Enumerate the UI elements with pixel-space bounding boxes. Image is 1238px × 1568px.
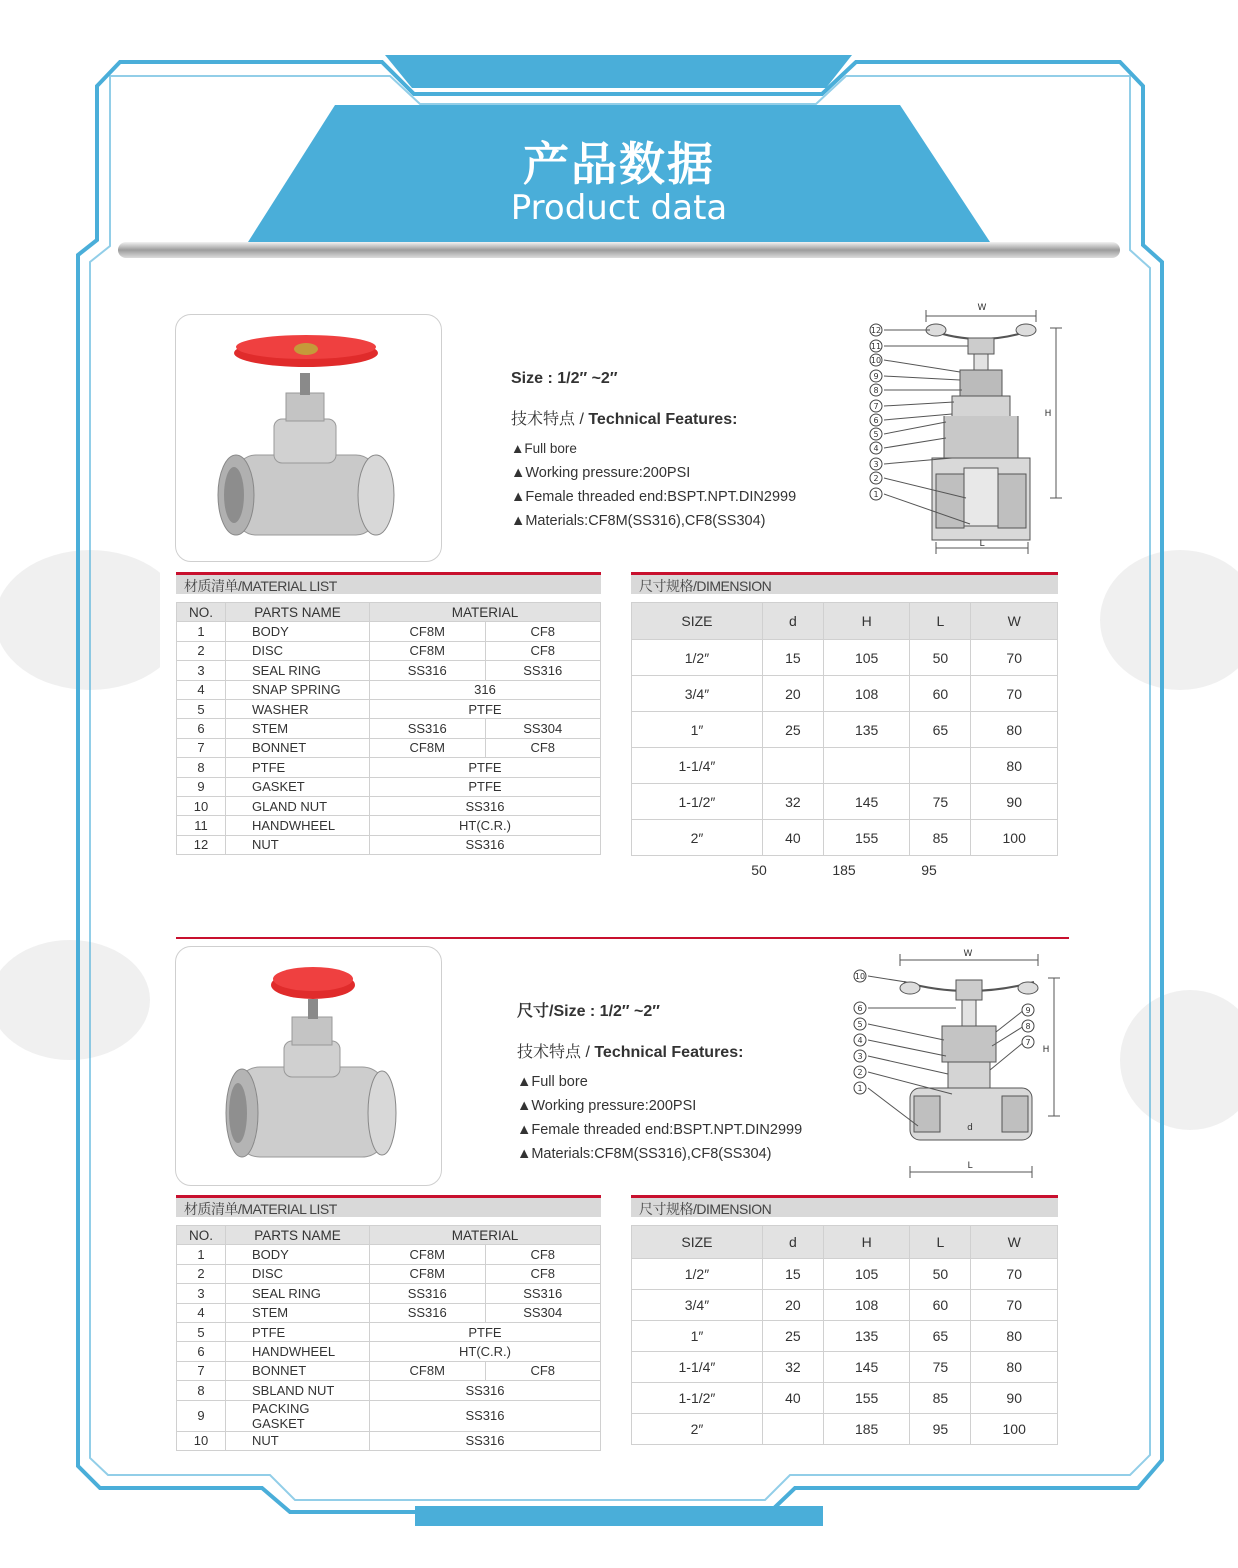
cell: 1-1/2″ [632, 1383, 763, 1414]
cell: BODY [226, 622, 370, 641]
column-header: PARTS NAME [226, 603, 370, 622]
dimension-extra-l: 95 [921, 862, 937, 878]
cell: SS316 [370, 1400, 601, 1431]
table-row [177, 699, 601, 718]
table-row [632, 640, 1058, 676]
table-row [177, 1322, 601, 1341]
dim-label-d: d [967, 1123, 973, 1133]
cell: 50 [910, 1259, 971, 1290]
cell: CF8M [370, 1264, 486, 1283]
cell: GLAND NUT [226, 796, 370, 815]
feature-item: ▲Female threaded end:BSPT.NPT.DIN2999 [511, 489, 797, 505]
column-header: W [971, 1226, 1058, 1259]
cell: 9 [177, 777, 226, 796]
cell: CF8M [370, 641, 486, 660]
gate-valve-image [176, 315, 441, 561]
dimension-table [631, 1225, 1058, 1445]
cell: 10 [177, 796, 226, 815]
cell: 20 [762, 1290, 823, 1321]
part-callout: 5 [857, 1020, 863, 1029]
cell: 155 [823, 820, 910, 856]
features-title-cn: 技术特点 / [517, 1044, 595, 1061]
cell: SBLAND NUT [226, 1381, 370, 1400]
cell: 316 [370, 680, 601, 699]
cell: 4 [177, 1303, 226, 1322]
part-callout: 5 [873, 430, 879, 439]
cell: WASHER [226, 699, 370, 718]
table-row [177, 1303, 601, 1322]
section-divider [176, 937, 1069, 939]
cell: 3/4″ [632, 1290, 763, 1321]
table-header-row [632, 1226, 1058, 1259]
cell: 9 [177, 1400, 226, 1431]
table-row [177, 1342, 601, 1361]
table-row [632, 1352, 1058, 1383]
cell: 32 [762, 1352, 823, 1383]
cell: 1 [177, 1245, 226, 1264]
cell: PTFE [370, 1322, 601, 1341]
column-header: PARTS NAME [226, 1226, 370, 1245]
cell: 65 [910, 1321, 971, 1352]
cell: 85 [910, 820, 971, 856]
cell: 2″ [632, 1414, 763, 1445]
cell: SS316 [485, 661, 601, 680]
column-header: W [971, 603, 1058, 640]
cell: 8 [177, 1381, 226, 1400]
part-callout: 6 [857, 1004, 863, 1013]
cell: CF8 [485, 1264, 601, 1283]
part-callout: 4 [873, 444, 879, 453]
cell: 2″ [632, 820, 763, 856]
cell: 108 [823, 1290, 910, 1321]
cell [762, 748, 823, 784]
cell: 1″ [632, 1321, 763, 1352]
product-photo-globe-valve [175, 946, 442, 1186]
table-row [177, 1284, 601, 1303]
cell: HT(C.R.) [370, 816, 601, 835]
table-row [177, 622, 601, 641]
column-header: d [762, 1226, 823, 1259]
cell: 15 [762, 1259, 823, 1290]
cell: 5 [177, 699, 226, 718]
cell: 40 [762, 820, 823, 856]
table-row [177, 758, 601, 777]
dimension-heading: 尺寸规格/DIMENSION [631, 1195, 1058, 1217]
cell: GASKET [226, 777, 370, 796]
cell: 1/2″ [632, 1259, 763, 1290]
part-callout: 8 [873, 386, 879, 395]
table-row [177, 1381, 601, 1400]
cell: 100 [971, 1414, 1058, 1445]
dim-label-l: L [979, 539, 985, 549]
cell: HANDWHEEL [226, 1342, 370, 1361]
dimension-extra-h: 185 [832, 862, 856, 878]
part-callout: 2 [857, 1068, 863, 1077]
cell: 108 [823, 676, 910, 712]
cell: 145 [823, 1352, 910, 1383]
feature-item: ▲Working pressure:200PSI [517, 1098, 697, 1114]
part-callout: 7 [1025, 1038, 1031, 1047]
cell: CF8M [370, 622, 486, 641]
cell: SEAL RING [226, 661, 370, 680]
column-header: MATERIAL [370, 603, 601, 622]
cell: 60 [910, 1290, 971, 1321]
cell: 65 [910, 712, 971, 748]
table-row [632, 1383, 1058, 1414]
cell: 12 [177, 835, 226, 854]
table-row [177, 816, 601, 835]
column-header: H [823, 1226, 910, 1259]
column-header: H [823, 603, 910, 640]
table-row [632, 1414, 1058, 1445]
cell: PTFE [370, 777, 601, 796]
cell: SS316 [370, 1303, 486, 1322]
size-text: 尺寸/Size : 1/2″ ~2″ [517, 1003, 660, 1020]
cell: 7 [177, 738, 226, 757]
column-header: L [910, 603, 971, 640]
cell: 1-1/2″ [632, 784, 763, 820]
cell: 5 [177, 1322, 226, 1341]
product-photo-gate-valve [175, 314, 442, 562]
cell: 20 [762, 676, 823, 712]
table-header-row [177, 603, 601, 622]
cell: 135 [823, 712, 910, 748]
dimension-extra-d: 50 [751, 862, 767, 878]
dim-label-h: H [1044, 409, 1052, 419]
cell: 6 [177, 1342, 226, 1361]
globe-valve-cross-section-diagram [848, 946, 1063, 1178]
features-title-cn: 技术特点 / [511, 411, 589, 428]
part-callout: 10 [870, 356, 882, 365]
table-row [177, 777, 601, 796]
feature-item: ▲Working pressure:200PSI [511, 465, 691, 481]
column-header: NO. [177, 1226, 226, 1245]
cell: PACKING GASKET [226, 1400, 370, 1431]
cell: NUT [226, 835, 370, 854]
column-header: MATERIAL [370, 1226, 601, 1245]
part-callout: 1 [873, 490, 879, 499]
cell: SS316 [370, 796, 601, 815]
cell: 105 [823, 640, 910, 676]
feature-item: ▲Materials:CF8M(SS316),CF8(SS304) [511, 513, 766, 529]
table-row [177, 1361, 601, 1380]
cell: 75 [910, 1352, 971, 1383]
cell: 10 [177, 1431, 226, 1450]
cell: 80 [971, 1321, 1058, 1352]
cell: 2 [177, 641, 226, 660]
table-row [177, 835, 601, 854]
table-row [632, 1321, 1058, 1352]
part-callout: 12 [870, 326, 882, 335]
cell: DISC [226, 641, 370, 660]
feature-item: ▲Female threaded end:BSPT.NPT.DIN2999 [517, 1122, 803, 1138]
feature-item: ▲Materials:CF8M(SS316),CF8(SS304) [517, 1146, 772, 1162]
cell: DISC [226, 1264, 370, 1283]
table-header-row [632, 603, 1058, 640]
table-row [177, 738, 601, 757]
cell: 1″ [632, 712, 763, 748]
part-callout: 10 [854, 972, 866, 981]
cell: 50 [910, 640, 971, 676]
cell: 3/4″ [632, 676, 763, 712]
cell: NUT [226, 1431, 370, 1450]
cell: 7 [177, 1361, 226, 1380]
globe-valve-image [176, 947, 441, 1185]
table-row [177, 1431, 601, 1450]
features-title [511, 406, 841, 429]
table-row [632, 712, 1058, 748]
dim-label-h: H [1042, 1045, 1050, 1055]
cell: STEM [226, 1303, 370, 1322]
cell: STEM [226, 719, 370, 738]
part-callout: 4 [857, 1036, 863, 1045]
cell: 185 [823, 1414, 910, 1445]
part-callout: 8 [1025, 1022, 1031, 1031]
dim-label-w: W [977, 303, 987, 313]
cell: 4 [177, 680, 226, 699]
cell: 80 [971, 748, 1058, 784]
cell: SS316 [370, 1284, 486, 1303]
part-callout: 6 [873, 416, 879, 425]
cell: 60 [910, 676, 971, 712]
cell: PTFE [226, 1322, 370, 1341]
table-header-row [177, 1226, 601, 1245]
cell: 8 [177, 758, 226, 777]
cell: CF8M [370, 738, 486, 757]
cell: CF8 [485, 641, 601, 660]
dimension-heading: 尺寸规格/DIMENSION [631, 572, 1058, 594]
page-title-cn: 产品数据 [523, 137, 715, 191]
cell: SS316 [370, 719, 486, 738]
material-list-heading: 材质清单/MATERIAL LIST [176, 572, 601, 594]
cell: 1-1/4″ [632, 1352, 763, 1383]
features-title [517, 1039, 847, 1062]
cell: CF8M [370, 1361, 486, 1380]
column-header: SIZE [632, 603, 763, 640]
feature-item: ▲Full bore [517, 1074, 588, 1090]
cell: SS316 [370, 1431, 601, 1450]
table-row [177, 1264, 601, 1283]
cell: 155 [823, 1383, 910, 1414]
column-header: NO. [177, 603, 226, 622]
table-row [177, 796, 601, 815]
cell: 70 [971, 640, 1058, 676]
table-row [177, 1245, 601, 1264]
material-list-table [176, 1225, 601, 1451]
gate-valve-cross-section-diagram [860, 298, 1070, 560]
table-row [632, 820, 1058, 856]
table-row [632, 1259, 1058, 1290]
part-callout: 3 [873, 460, 879, 469]
table-row [177, 661, 601, 680]
cell: BONNET [226, 738, 370, 757]
cell: 11 [177, 816, 226, 835]
part-callout: 9 [873, 372, 879, 381]
cell: SS304 [485, 719, 601, 738]
table-row [177, 680, 601, 699]
part-callout: 7 [873, 402, 879, 411]
dimension-table [631, 602, 1058, 856]
cell: 95 [910, 1414, 971, 1445]
cell: CF8 [485, 738, 601, 757]
cell: CF8 [485, 1245, 601, 1264]
cell: 135 [823, 1321, 910, 1352]
cell: BODY [226, 1245, 370, 1264]
cell: 1-1/4″ [632, 748, 763, 784]
cell: 40 [762, 1383, 823, 1414]
cell: 1/2″ [632, 640, 763, 676]
cell: SS316 [485, 1284, 601, 1303]
table-row [632, 784, 1058, 820]
cell: 70 [971, 1290, 1058, 1321]
feature-item: ▲Full bore [511, 441, 577, 456]
cell: 6 [177, 719, 226, 738]
cell: 75 [910, 784, 971, 820]
features-title-en: Technical Features: [594, 1044, 744, 1061]
cell: 25 [762, 712, 823, 748]
size-text: Size : 1/2″ ~2″ [511, 370, 618, 387]
column-header: SIZE [632, 1226, 763, 1259]
cell: 25 [762, 1321, 823, 1352]
part-callout: 11 [870, 342, 882, 351]
part-callout: 1 [857, 1084, 863, 1093]
cell: SS304 [485, 1303, 601, 1322]
column-header: d [762, 603, 823, 640]
cell [910, 748, 971, 784]
cell: SS316 [370, 661, 486, 680]
product-2-specs [517, 998, 847, 1166]
cell: 80 [971, 1352, 1058, 1383]
product-1-specs [511, 370, 841, 533]
cell [762, 1414, 823, 1445]
cell: CF8 [485, 622, 601, 641]
cell: HANDWHEEL [226, 816, 370, 835]
cell: 85 [910, 1383, 971, 1414]
cell: SNAP SPRING [226, 680, 370, 699]
cell: 70 [971, 676, 1058, 712]
page-title-en: Product data [510, 188, 728, 228]
cell: 105 [823, 1259, 910, 1290]
cell: 2 [177, 1264, 226, 1283]
cell: 15 [762, 640, 823, 676]
dim-label-w: W [963, 949, 973, 959]
part-callout: 9 [1025, 1006, 1031, 1015]
cell: PTFE [226, 758, 370, 777]
cell [823, 748, 910, 784]
dim-label-l: L [967, 1161, 973, 1171]
cell: 70 [971, 1259, 1058, 1290]
cell: SS316 [370, 835, 601, 854]
cell: SEAL RING [226, 1284, 370, 1303]
material-list-table [176, 602, 601, 855]
cell: HT(C.R.) [370, 1342, 601, 1361]
features-title-en: Technical Features: [588, 411, 738, 428]
cell: CF8 [485, 1361, 601, 1380]
cell: 90 [971, 1383, 1058, 1414]
cell: 1 [177, 622, 226, 641]
cell: PTFE [370, 758, 601, 777]
part-callout: 2 [873, 474, 879, 483]
cell: 100 [971, 820, 1058, 856]
cell: 3 [177, 1284, 226, 1303]
material-list-heading: 材质清单/MATERIAL LIST [176, 1195, 601, 1217]
cell: 145 [823, 784, 910, 820]
cell: BONNET [226, 1361, 370, 1380]
table-row [632, 748, 1058, 784]
cell: CF8M [370, 1245, 486, 1264]
cell: 3 [177, 661, 226, 680]
column-header: L [910, 1226, 971, 1259]
table-row [177, 1400, 601, 1431]
table-row [177, 641, 601, 660]
table-row [632, 676, 1058, 712]
cell: SS316 [370, 1381, 601, 1400]
table-row [177, 719, 601, 738]
part-callout: 3 [857, 1052, 863, 1061]
cell: 80 [971, 712, 1058, 748]
cell: 90 [971, 784, 1058, 820]
cell: PTFE [370, 699, 601, 718]
table-row [632, 1290, 1058, 1321]
cell: 32 [762, 784, 823, 820]
